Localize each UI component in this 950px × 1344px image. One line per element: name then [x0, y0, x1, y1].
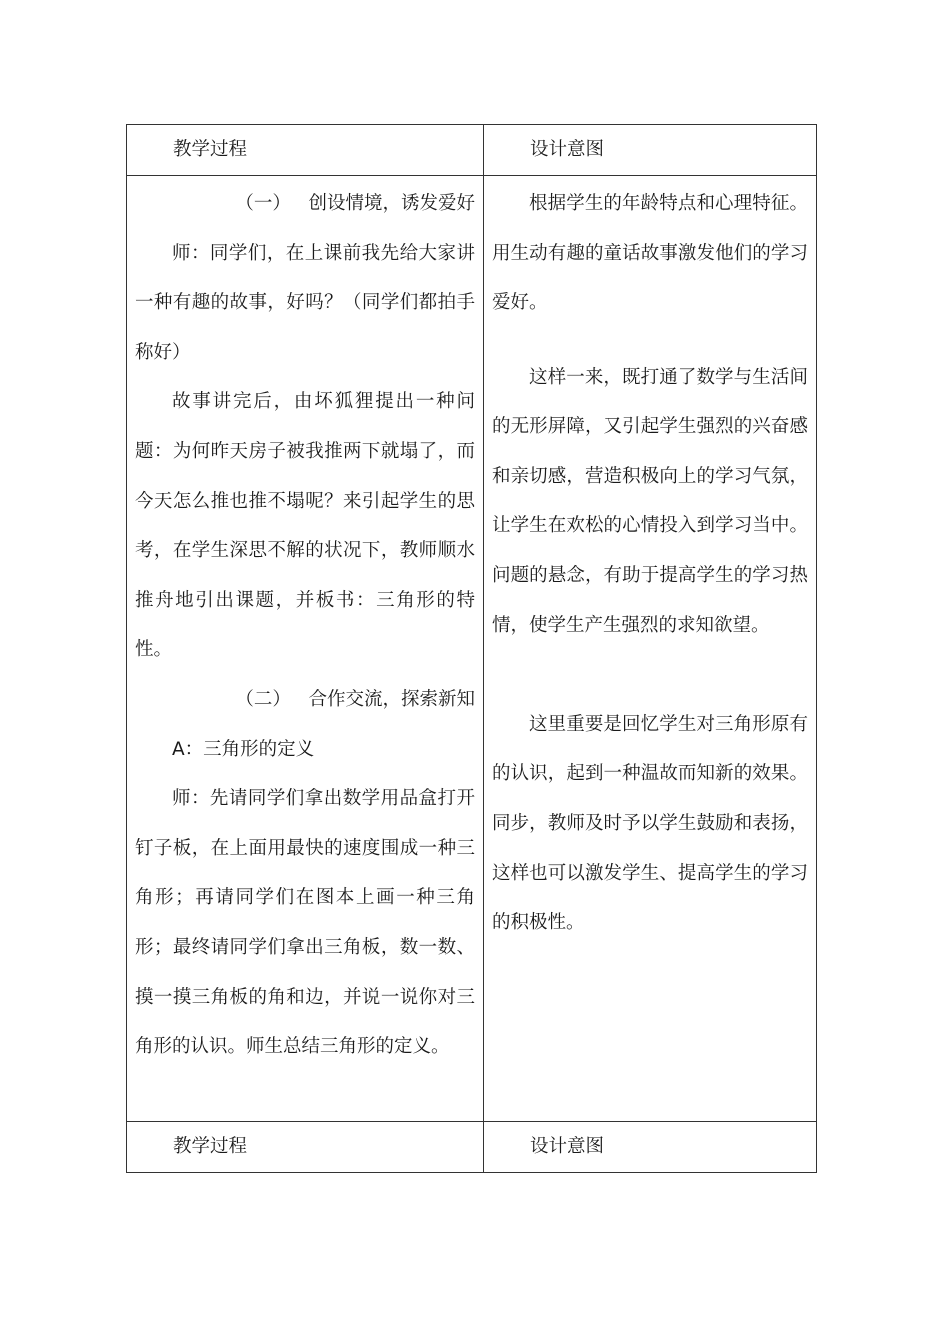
table-body-row [127, 176, 817, 1122]
table-header-row [127, 125, 817, 176]
activity-paragraph: 师：先请同学们拿出数学用品盒打开钉子板，在上面用最快的速度围成一种三角形；再请同学们在图本上画一种三角形；最终请同学们拿出三角板，数一数、摸一摸三角板的角和边，并说一说你对三角形的认识。师生总结三角形的定义。 [135, 788, 475, 1058]
footer-cell-process [127, 1122, 484, 1173]
intent-paragraph-one: 根据学生的年龄特点和心理特征。用生动有趣的童话故事激发他们的学习爱好。 [492, 193, 808, 314]
paragraph-spacer [492, 328, 808, 353]
table-footer-header-row [127, 1122, 817, 1173]
design-intent-cell [484, 176, 817, 1122]
intent-paragraph-two: 这样一来，既打通了数学与生活间的无形屏障，又引起学生强烈的兴奋感和亲切感，营造积极向上的学习气氛，让学生在欢松的心情投入到学习当中。问题的悬念，有助于提高学生的学习热情，使学生产生强烈的求知欲望。 [492, 366, 808, 636]
paragraph-spacer [492, 650, 808, 700]
subsection-definition-heading: A：三角形的定义 [172, 738, 315, 760]
footer-intent-label: 设计意图 [530, 1136, 605, 1157]
intent-paragraph-three: 这里重要是回忆学生对三角形原有的认识，起到一种温故而知新的效果。同步，教师及时予以学生鼓励和表扬，这样也可以激发学生、提高学生的学习的积极性。 [492, 713, 808, 934]
story-question-paragraph: 故事讲完后，由坏狐狸提出一种问题：为何昨天房子被我推两下就塌了，而今天怎么推也推不塌呢？来引起学生的思考，在学生深思不解的状况下，教师顺水推舟地引出课题，并板书：三角形的特性。 [135, 391, 475, 661]
header-intent-label: 设计意图 [530, 139, 605, 160]
header-process-label: 教学过程 [173, 139, 248, 160]
section-title-two: （二） 合作交流，探索新知 [235, 688, 475, 710]
teacher-greeting-paragraph: 师：同学们，在上课前我先给大家讲一种有趣的故事，好吗？（同学们都拍手称好） [135, 242, 475, 363]
footer-process-label: 教学过程 [173, 1136, 248, 1157]
header-cell-process [127, 125, 484, 176]
section-title-one: （一） 创设情境，诱发爱好 [235, 193, 475, 214]
teaching-process-cell [127, 176, 484, 1122]
footer-cell-intent [484, 1122, 817, 1173]
header-cell-intent [484, 125, 817, 176]
lesson-plan-table [126, 124, 817, 1173]
